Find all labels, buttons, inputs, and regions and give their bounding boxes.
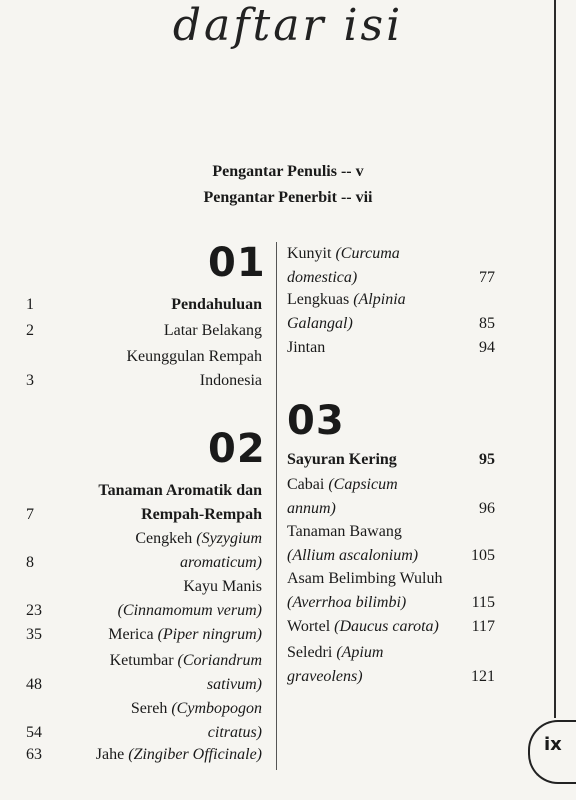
toc-page-number: 7 [26, 506, 34, 523]
toc-page-number: 1 [26, 296, 34, 313]
section-number-03: 03 [287, 398, 345, 444]
toc-page-number: 94 [479, 339, 495, 356]
toc-title: Jintan [287, 339, 326, 356]
scientific-name: (Zingiber Officinale) [128, 746, 262, 763]
toc-entry [0, 319, 262, 343]
scientific-name: domestica) [287, 269, 358, 286]
toc-title-line: Indonesia [199, 372, 262, 389]
scientific-name: annum) [287, 500, 336, 517]
toc-title-line [60, 599, 262, 623]
scientific-name: (Averrhoa bilimbi) [287, 594, 407, 611]
scientific-name: (Apium [336, 644, 384, 661]
toc-page-number: 105 [471, 547, 495, 564]
toc-page-number: 48 [26, 676, 42, 693]
page-number: ix [544, 734, 562, 755]
intro-entry-penerbit: Pengantar Penerbit -- vii [203, 189, 373, 206]
toc-title-line: Cabai (Capsicum [287, 476, 398, 493]
toc-title-line: Asam Belimbing Wuluh [287, 570, 443, 587]
toc-title-line: Cengkeh (Syzygium [135, 530, 262, 547]
toc-title-line [287, 266, 447, 290]
toc-title: Merica (Piper ningrum) [108, 626, 262, 643]
toc-entry [287, 448, 495, 472]
section-number-02: 02 [208, 426, 266, 472]
toc-title-line: Kunyit (Curcuma [287, 245, 400, 262]
toc-title-line [287, 544, 447, 568]
toc-entry [287, 520, 495, 568]
toc-page-number: 115 [471, 594, 495, 611]
toc-title: Sayuran Kering [287, 451, 397, 468]
toc-page-number: 3 [26, 372, 34, 389]
toc-page-number: 121 [471, 668, 495, 685]
toc-entry [0, 479, 262, 527]
toc-title-line: Ketumbar (Coriandrum [109, 652, 262, 669]
scientific-name: (Cymbopogon [171, 700, 262, 717]
toc-title-line: Seledri (Apium [287, 644, 384, 661]
toc-title-line [60, 551, 262, 575]
toc-title: Latar Belakang [163, 322, 262, 339]
toc-entry [0, 649, 262, 697]
scientific-name: (Syzygium [196, 530, 262, 547]
toc-title: Jahe (Zingiber Officinale) [95, 746, 262, 763]
page-title: daftar isi [172, 0, 404, 51]
scientific-name: (Alpinia [353, 291, 406, 308]
scientific-name: (Allium ascalonium) [287, 547, 419, 564]
scientific-name: (Daucus carota) [334, 618, 439, 635]
toc-page-number: 96 [479, 500, 495, 517]
toc-page-number: 85 [479, 315, 495, 332]
toc-title-line [287, 665, 447, 689]
toc-entry [0, 697, 262, 745]
toc-page-number: 35 [26, 626, 42, 643]
scientific-name: (Coriandrum [177, 652, 262, 669]
scientific-name: graveolens) [287, 668, 363, 685]
toc-entry [287, 473, 495, 521]
scientific-name: citratus) [207, 724, 262, 741]
section-number-01: 01 [208, 240, 266, 286]
toc-title-line: Tanaman Bawang [287, 523, 402, 540]
toc-entry [0, 575, 262, 623]
toc-page-number: 2 [26, 322, 34, 339]
toc-page-number: 63 [26, 746, 42, 763]
toc-entry [287, 615, 495, 639]
toc-entry [0, 527, 262, 575]
toc-title-line: Kayu Manis [183, 578, 262, 595]
toc-entry [287, 567, 495, 615]
toc-title-line: Sereh (Cymbopogon [130, 700, 262, 717]
intro-entry-penulis: Pengantar Penulis -- v [212, 163, 364, 180]
toc-title-line [60, 673, 262, 697]
toc-title-line [287, 591, 447, 615]
toc-page-number: 95 [479, 451, 495, 468]
toc-title-line: Lengkuas (Alpinia [287, 291, 406, 308]
scientific-name: (Capsicum [328, 476, 398, 493]
toc-title: Pendahuluan [171, 296, 262, 313]
toc-title-line: Keunggulan Rempah [126, 348, 262, 365]
toc-entry [0, 293, 262, 317]
toc-title: Wortel (Daucus carota) [287, 618, 439, 635]
toc-entry [287, 336, 495, 360]
toc-entry [0, 623, 262, 647]
toc-page-number: 117 [471, 618, 495, 635]
page-edge-line [554, 0, 556, 718]
toc-page-number: 8 [26, 554, 34, 571]
toc-entry [287, 288, 495, 336]
toc-title-line: Rempah-Rempah [141, 506, 262, 523]
toc-page-number: 23 [26, 602, 42, 619]
scientific-name: aromaticum) [179, 554, 262, 571]
toc-title-line [60, 721, 262, 745]
toc-title-line [287, 312, 447, 336]
toc-entry [287, 641, 495, 689]
scientific-name: (Curcuma [335, 245, 400, 262]
toc-page-number: 54 [26, 724, 42, 741]
toc-entry [287, 242, 495, 290]
scientific-name: (Cinnamomum verum) [117, 602, 262, 619]
scientific-name: sativum) [206, 676, 262, 693]
toc-title-line: Tanaman Aromatik dan [98, 482, 262, 499]
scientific-name: Galangal) [287, 315, 353, 332]
toc-page-number: 77 [479, 269, 495, 286]
toc-title-line [287, 497, 447, 521]
toc-entry [0, 743, 262, 767]
toc-entry [0, 345, 262, 393]
column-divider [276, 242, 277, 770]
scientific-name: (Piper ningrum) [157, 626, 262, 643]
